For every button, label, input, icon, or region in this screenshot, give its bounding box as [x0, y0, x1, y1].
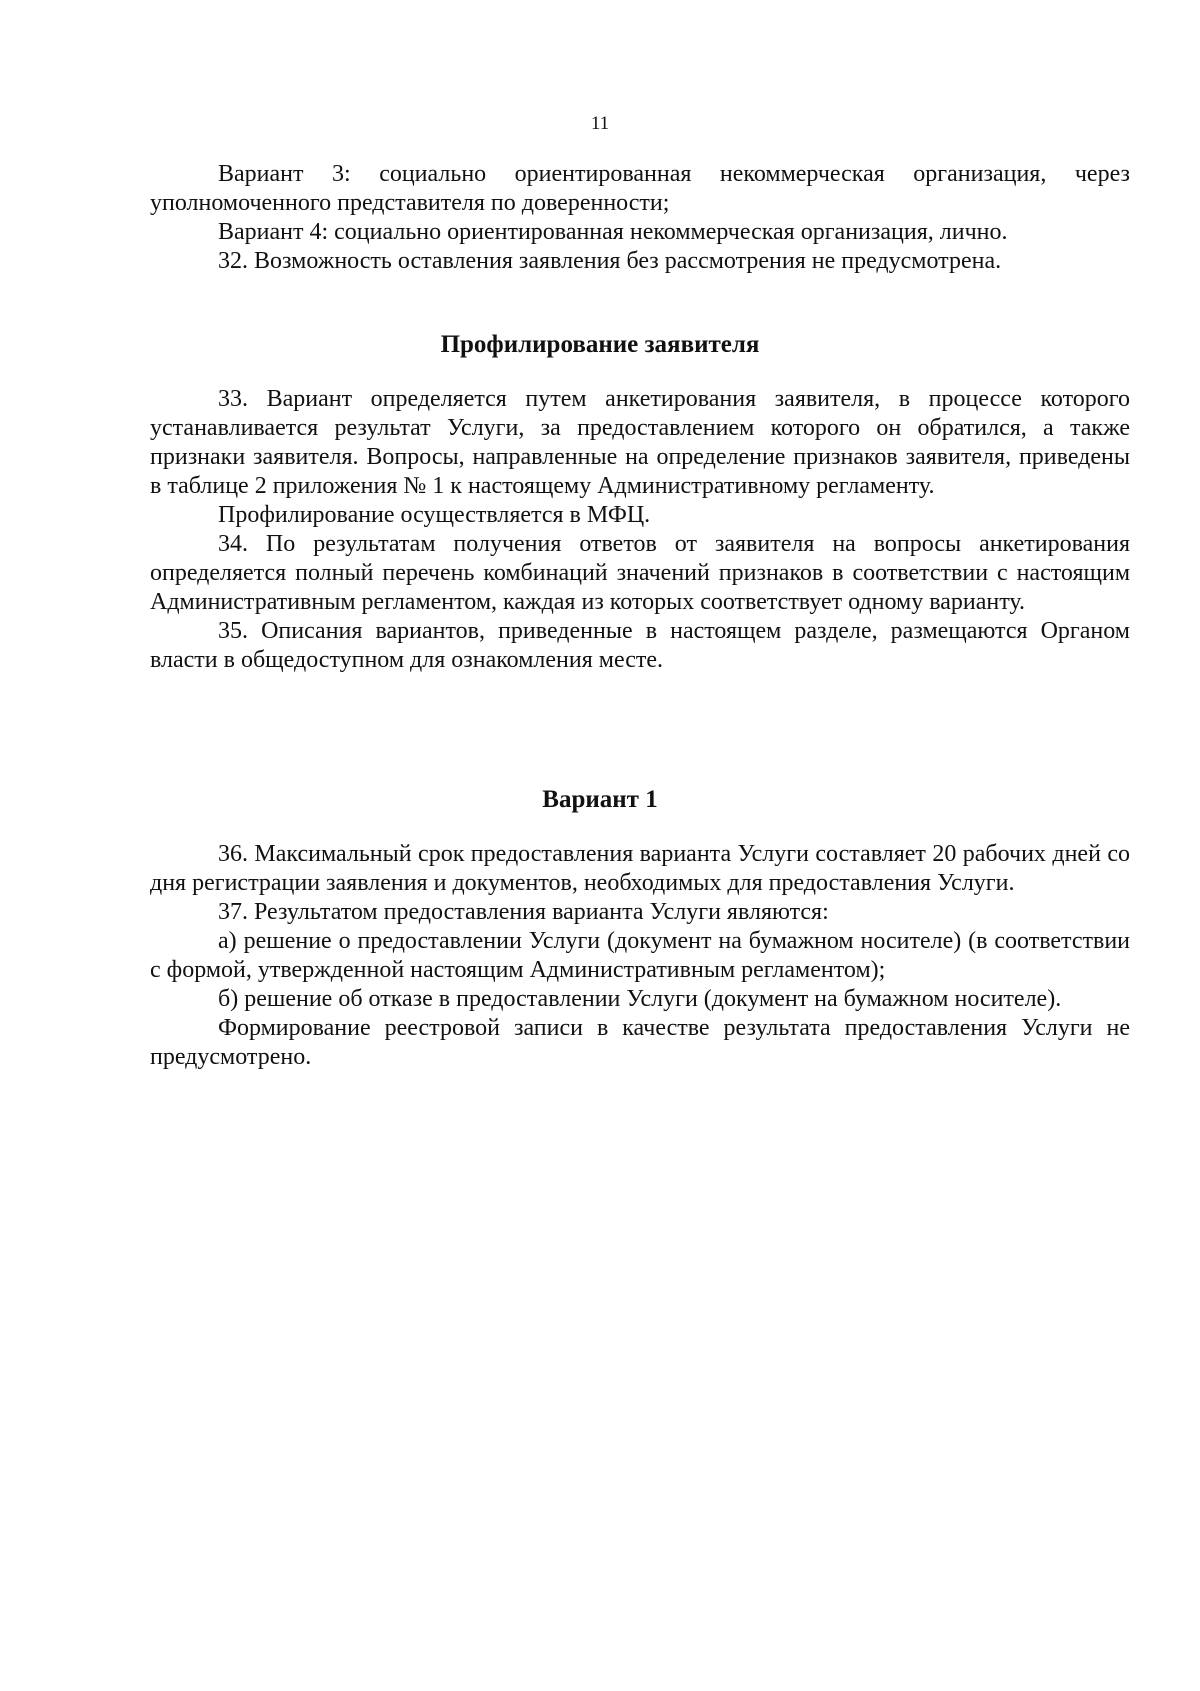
paragraph-37: 37. Результатом предоставления варианта Услуги являются: — [218, 899, 829, 925]
heading-variant-1: Вариант 1 — [542, 786, 658, 813]
section-options — [150, 160, 1130, 276]
paragraph-36: 36. Максимальный срок предоставления варианта Услуги составляет 20 рабочих дней со дня регистрации заявления и документов, необходимых для предоставления Услуги. — [150, 841, 1130, 896]
paragraph-37-a: а) решение о предоставлении Услуги (документ на бумажном носителе) (в соответствии с формой, утвержденной настоящим Административным регламентом); — [150, 928, 1130, 983]
section-profiling — [150, 385, 1130, 675]
paragraph-33: 33. Вариант определяется путем анкетирования заявителя, в процессе которого устанавливается результат Услуги, за предоставлением которого он обратился, а также признаки заявителя. Вопросы, направленные на определение признаков заявителя, приведены в таблице 2 приложения № 1 к настоящему Административному регламенту. — [150, 386, 1130, 499]
page-number: 11 — [590, 113, 610, 134]
paragraph-32: 32. Возможность оставления заявления без рассмотрения не предусмотрена. — [218, 248, 1002, 274]
paragraph-registry-record: Формирование реестровой записи в качестве результата предоставления Услуги не предусмотрено. — [150, 1015, 1130, 1070]
paragraph-profiling-mfc: Профилирование осуществляется в МФЦ. — [218, 502, 651, 528]
paragraph-34: 34. По результатам получения ответов от заявителя на вопросы анкетирования определяется полный перечень комбинаций значений признаков в соответствии с настоящим Административным регламентом, каждая из которых соответствует одному варианту. — [150, 531, 1130, 615]
paragraph-variant-3: Вариант 3: социально ориентированная некоммерческая организация, через уполномоченного представителя по доверенности; — [150, 161, 1130, 216]
section-variant-1 — [150, 840, 1130, 1072]
paragraph-variant-4: Вариант 4: социально ориентированная некоммерческая организация, лично. — [218, 219, 1008, 245]
paragraph-37-b: б) решение об отказе в предоставлении Услуги (документ на бумажном носителе). — [218, 986, 1062, 1012]
heading-profiling: Профилирование заявителя — [440, 331, 760, 358]
paragraph-35: 35. Описания вариантов, приведенные в настоящем разделе, размещаются Органом власти в общедоступном для ознакомления месте. — [150, 618, 1130, 673]
